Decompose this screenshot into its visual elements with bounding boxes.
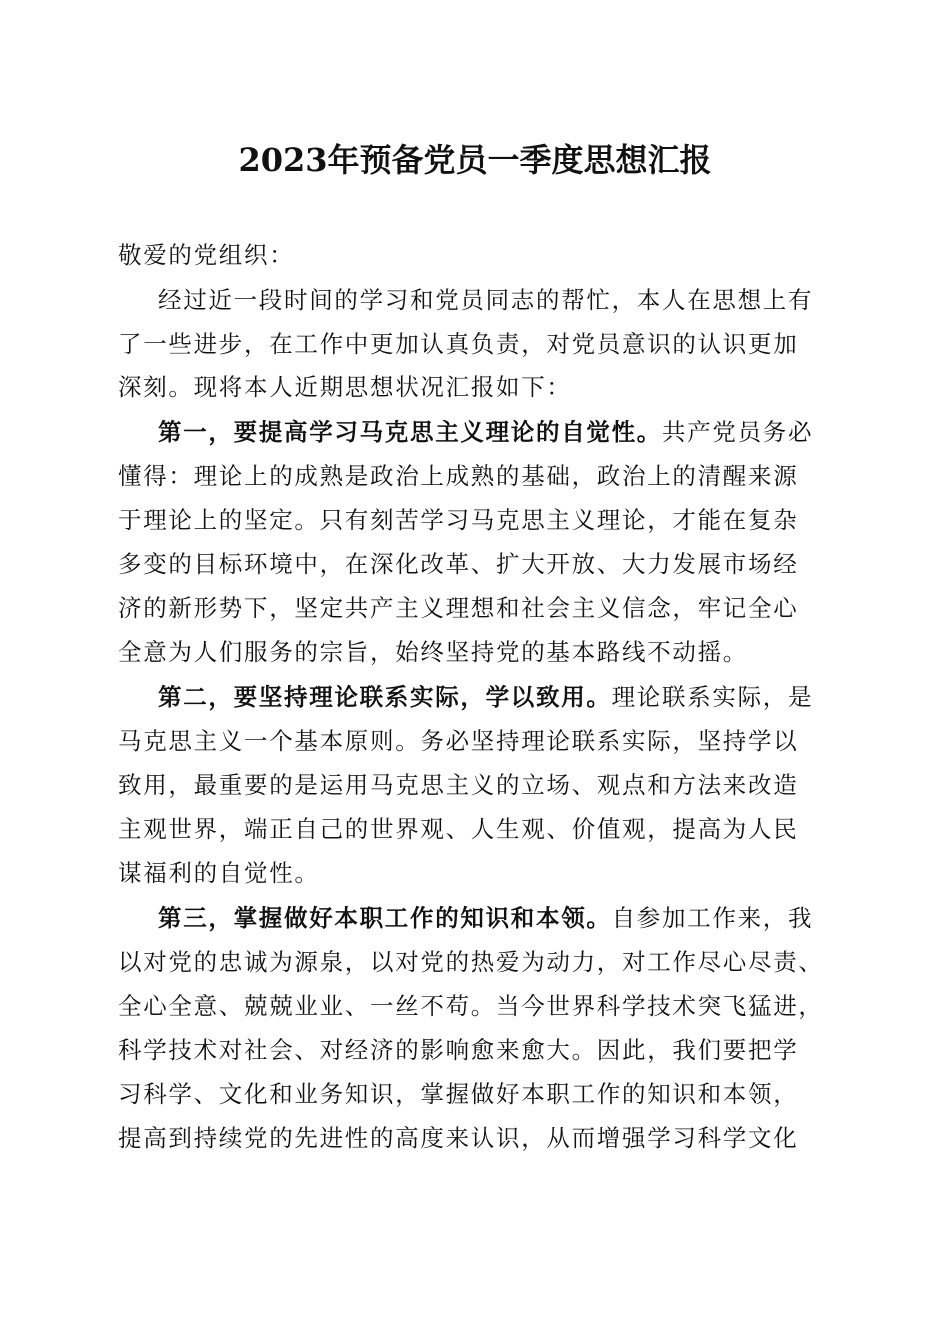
paragraph-line: 提高到持续党的先进性的高度来认识，从而增强学习科学文化 xyxy=(118,1124,799,1152)
paragraph-line xyxy=(158,675,813,719)
paragraph-line: 于理论上的坚定。只有刻苦学习马克思主义理论，才能在复杂 xyxy=(118,506,799,534)
paragraph-line: 习科学、文化和业务知识，掌握做好本职工作的知识和本领， xyxy=(118,1080,799,1108)
paragraph-line xyxy=(158,896,813,940)
paragraph-line: 了一些进步，在工作中更加认真负责，对党员意识的认识更加 xyxy=(118,330,799,358)
paragraph-line: 深刻。现将本人近期思想状况汇报如下： xyxy=(118,373,572,401)
paragraph-line: 懂得：理论上的成熟是政治上成熟的基础，政治上的清醒来源 xyxy=(118,462,799,490)
paragraph-line: 济的新形势下，坚定共产主义理想和社会主义信念，牢记全心 xyxy=(118,594,799,622)
document-title: 2023年预备党员一季度思想汇报 xyxy=(238,141,712,179)
paragraph-line: 全心全意、兢兢业业、一丝不苟。当今世界科学技术突飞猛进， xyxy=(118,992,824,1020)
paragraph-line: 以对党的忠诚为源泉，以对党的热爱为动力，对工作尽心尽责、 xyxy=(118,948,824,976)
section-heading: 第三，掌握做好本职工作的知识和本领。 xyxy=(158,904,612,932)
paragraph-text: 理论联系实际，是 xyxy=(611,683,814,711)
paragraph-line: 全意为人们服务的宗旨，始终坚持党的基本路线不动摇。 xyxy=(118,638,748,666)
paragraph-text: 共产党员务必 xyxy=(662,418,814,446)
paragraph-line: 经过近一段时间的学习和党员同志的帮忙，本人在思想上有 xyxy=(158,286,814,314)
salutation: 敬爱的党组织： xyxy=(118,241,295,269)
section-heading: 第一，要提高学习马克思主义理论的自觉性。 xyxy=(158,418,662,446)
paragraph-line: 多变的目标环境中，在深化改革、扩大开放、大力发展市场经 xyxy=(118,550,799,578)
paragraph-line: 谋福利的自觉性。 xyxy=(118,859,320,887)
paragraph-line: 主观世界，端正自己的世界观、人生观、价值观，提高为人民 xyxy=(118,815,799,843)
paragraph-line: 致用，最重要的是运用马克思主义的立场、观点和方法来改造 xyxy=(118,771,799,799)
paragraph-line xyxy=(158,410,813,454)
paragraph-line: 马克思主义一个基本原则。务必坚持理论联系实际，坚持学以 xyxy=(118,727,799,755)
section-heading: 第二，要坚持理论联系实际，学以致用。 xyxy=(158,683,612,711)
paragraph-line: 科学技术对社会、对经济的影响愈来愈大。因此，我们要把学 xyxy=(118,1036,799,1064)
paragraph-text: 自参加工作来，我 xyxy=(611,904,814,932)
